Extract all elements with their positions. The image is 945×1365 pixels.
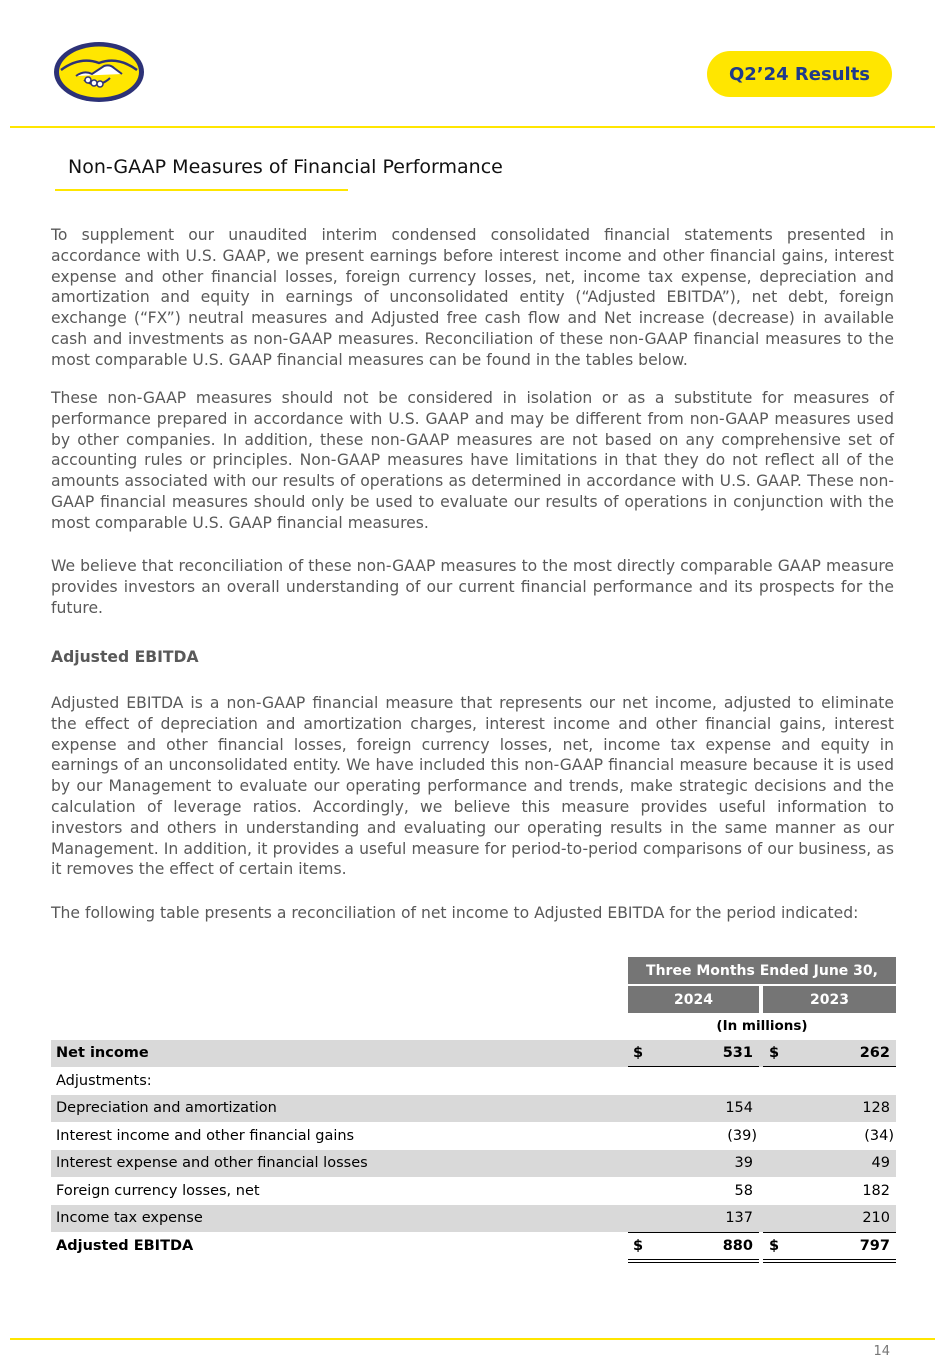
underline [628,1066,759,1067]
adjusted-ebitda-paragraph: Adjusted EBITDA is a non-GAAP financial measure that represents our net income, adjusted to eliminate the effect of depreciation and amortization charges, interest income and other financial gains, interest expense and other financial losses, foreign currency losses, net, income tax expense and equity in earnings of an unconsolidated entity. We have included this non-GAAP financial measure because it is used by our Management to evaluate our operating performance and trends, make strategic decisions and the calculation of leverage ratios. Accordingly, we believe this measure provides useful information to investors and others in understanding and evaluating our operating results in the same manner as our Management. In addition, it provides a useful measure for period-to-period comparisons of our business, as it removes the effect of certain items. [51,694,894,879]
row-label: Foreign currency losses, net [56,1183,260,1199]
period-header: Three Months Ended June 30, [628,957,896,984]
intro-paragraph: To supplement our unaudited interim condensed consolidated financial statements presented in accordance with U.S. GAAP, we present earnings before interest income and other financial gains, interest expense and other financial losses, foreign currency losses, net, income tax expense, depreciation and amortization and equity in earnings of unconsolidated entity (“Adjusted EBITDA”), net debt, foreign exchange (“FX”) neutral measures and Adjusted free cash flow and Net increase (decrease) in available cash and investments as non-GAAP measures. Reconciliation of these non-GAAP financial measures to the most comparable U.S. GAAP financial measures can be found in the tables below. [51,226,894,369]
row-label: Income tax expense [56,1210,203,1226]
table-row [51,1040,896,1067]
column-header-2023: 2023 [763,986,896,1013]
table-row [51,1068,896,1095]
header-divider [10,126,935,128]
table-row [51,1123,896,1150]
table-row [51,1150,896,1177]
table-row [51,1205,896,1232]
column-header-2024: 2024 [628,986,759,1013]
value-2024: (39) [727,1128,757,1144]
company-logo [52,40,146,104]
title-underline [55,189,348,191]
value-2023: 210 [862,1210,890,1226]
double-underline [628,1259,759,1263]
adjusted-ebitda-heading: Adjusted EBITDA [51,648,199,666]
value-2023: 182 [862,1183,890,1199]
currency-symbol: $ [633,1238,644,1254]
value-2024: 880 [722,1238,753,1254]
underline [763,1066,896,1067]
row-label: Interest expense and other financial losses [56,1155,368,1171]
value-2023: (34) [864,1128,894,1144]
footer-divider [10,1338,935,1340]
double-underline [763,1259,896,1263]
table-intro-paragraph: The following table presents a reconciliation of net income to Adjusted EBITDA for the period indicated: [51,904,859,922]
quarter-badge: Q2’24 Results [707,51,892,97]
value-2023: 797 [859,1238,890,1254]
value-2023: 262 [859,1045,890,1061]
value-2024: 531 [722,1045,753,1061]
table-row [51,1095,896,1122]
value-2024: 137 [725,1210,753,1226]
value-2024: 154 [725,1100,753,1116]
units-label: (In millions) [716,1018,808,1034]
currency-symbol: $ [769,1045,780,1061]
currency-symbol: $ [769,1238,780,1254]
table-row [51,1178,896,1205]
limitations-paragraph: These non-GAAP measures should not be considered in isolation or as a substitute for measures of performance prepared in accordance with U.S. GAAP and may be different from non-GAAP measures used by other companies. In addition, these non-GAAP measures are not based on any comprehensive set of accounting rules or principles. Non-GAAP measures have limitations in that they do not reflect all of the amounts associated with our results of operations as determined in accordance with U.S. GAAP. These non-GAAP financial measures should only be used to evaluate our results of operations in conjunction with the most comparable U.S. GAAP financial measures. [51,389,894,532]
value-2023: 49 [871,1155,890,1171]
row-label: Net income [56,1045,149,1061]
value-2023: 128 [862,1100,890,1116]
row-label: Interest income and other financial gains [56,1128,355,1144]
currency-symbol: $ [633,1045,644,1061]
value-2024: 39 [734,1155,753,1171]
row-label: Adjusted EBITDA [56,1238,194,1254]
table-row-total [51,1233,896,1260]
value-2024: 58 [734,1183,753,1199]
row-label: Adjustments: [56,1073,152,1089]
page-number: 14 [873,1344,890,1359]
page-title: Non-GAAP Measures of Financial Performance [68,156,503,178]
reconciliation-paragraph: We believe that reconciliation of these non-GAAP measures to the most directly comparable GAAP measure provides investors an overall understanding of our current financial performance and its prospects for the future. [51,557,894,617]
row-label: Depreciation and amortization [56,1100,277,1116]
